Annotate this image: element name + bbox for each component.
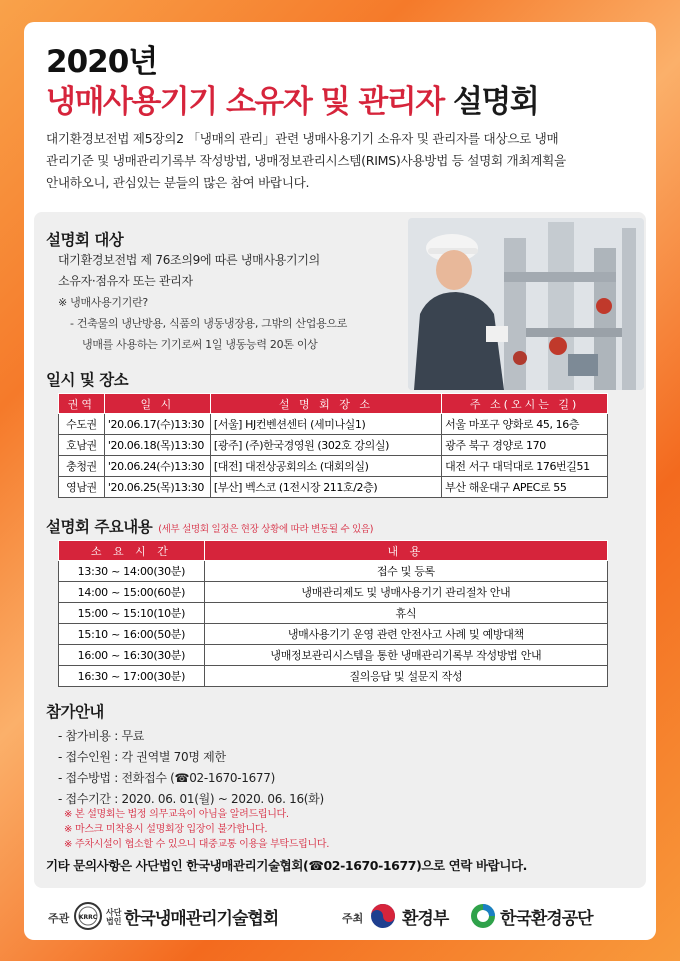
intro-line: 관리기준 및 냉매관리기록부 작성방법, 냉매정보관리시스템(RIMS)사용방법 등 설명회 개최계획을 xyxy=(46,153,566,168)
main-title-red: 냉매사용기기 소유자 및 관리자 xyxy=(46,84,444,120)
date-cell: '20.06.17(수)13:30 xyxy=(104,414,210,435)
warning-line: ※ 본 설명회는 법정 의무교육이 아님을 알려드립니다. xyxy=(64,809,289,820)
address-cell: 부산 해운대구 APEC로 55 xyxy=(442,477,608,498)
time-cell: 13:30 ~ 14:00(30분) xyxy=(59,561,205,582)
keco-logo xyxy=(470,903,496,933)
address-cell: 대전 서구 대덕대로 176번길51 xyxy=(442,456,608,477)
worker-photo xyxy=(408,218,644,390)
participation-item: - 참가비용 : 무료 xyxy=(58,729,145,743)
table-row xyxy=(59,645,608,666)
time-cell: 14:00 ~ 15:00(60분) xyxy=(59,582,205,603)
program-header-cell: 내 용 xyxy=(204,541,607,561)
table-row xyxy=(59,456,608,477)
region-cell: 영남권 xyxy=(59,477,105,498)
time-cell: 16:00 ~ 16:30(30분) xyxy=(59,645,205,666)
content-cell: 휴식 xyxy=(204,603,607,624)
host-org: 한국냉매관리기술협회 xyxy=(124,909,279,929)
sponsor-label: 주최 xyxy=(342,912,364,925)
schedule-header-cell: 설 명 회 장 소 xyxy=(210,394,441,414)
sponsor-moe: 환경부 xyxy=(402,909,449,929)
program-title-text: 설명회 주요내용 xyxy=(46,518,153,536)
krrc-badge-text: KRRC xyxy=(78,914,98,921)
time-cell: 15:00 ~ 15:10(10분) xyxy=(59,603,205,624)
address-cell: 광주 북구 경양로 170 xyxy=(442,435,608,456)
host-label: 주관 xyxy=(48,912,70,925)
krrc-emblem-icon xyxy=(74,902,102,930)
table-row xyxy=(59,624,608,645)
schedule-header-cell: 일 시 xyxy=(104,394,210,414)
participation-list xyxy=(58,726,324,810)
program-section-title xyxy=(46,515,373,537)
schedule-header-cell: 주 소(오시는 길) xyxy=(442,394,608,414)
footer xyxy=(24,896,656,940)
contact-line: 기타 문의사항은 사단법인 한국냉매관리기술협회(☎02-1670-1677)으로 연락 바랍니다. xyxy=(46,858,528,873)
table-row xyxy=(59,582,608,603)
time-cell: 16:30 ~ 17:00(30분) xyxy=(59,666,205,687)
intro-line: 대기환경보전법 제5장의2 「냉매의 관리」관련 냉매사용기기 소유자 및 관리자를 대상으로 냉매 xyxy=(46,131,559,146)
schedule-section-title: 일시 및 장소 xyxy=(46,371,129,389)
venue-cell: [대전] 대전상공회의소 (대회의실) xyxy=(210,456,441,477)
time-cell: 15:10 ~ 16:00(50분) xyxy=(59,624,205,645)
participation-section-title: 참가안내 xyxy=(46,703,104,721)
target-line: 대기환경보전법 제 76조의9에 따른 냉매사용기기의 xyxy=(58,253,320,267)
program-header-cell: 소 요 시 간 xyxy=(59,541,205,561)
content-cell: 냉매정보관리시스템을 통한 냉매관리기록부 작성방법 안내 xyxy=(204,645,607,666)
host-small-line: 법인 xyxy=(106,917,122,926)
target-sub: - 건축물의 냉난방용, 식품의 냉동냉장용, 그밖의 산업용으로 xyxy=(70,317,348,330)
venue-cell: [광주] (주)한국경영원 (302호 강의실) xyxy=(210,435,441,456)
intro-line: 안내하오니, 관심있는 분들의 많은 참여 바랍니다. xyxy=(46,175,310,190)
warning-line: ※ 마스크 미착용시 설명회장 입장이 불가합니다. xyxy=(64,824,268,835)
address-cell: 서울 마포구 양화로 45, 16층 xyxy=(442,414,608,435)
taegeuk-icon xyxy=(370,903,396,929)
keco-emblem-icon xyxy=(470,903,496,929)
table-row xyxy=(59,561,608,582)
warning-notes xyxy=(64,807,329,852)
table-row xyxy=(59,435,608,456)
table-row xyxy=(59,414,608,435)
table-row xyxy=(59,666,608,687)
venue-cell: [부산] 벡스코 (1전시장 211호/2층) xyxy=(210,477,441,498)
year-title: 2020년 xyxy=(46,44,158,80)
host-small-line: 사단 xyxy=(106,908,122,917)
program-table xyxy=(58,540,608,687)
schedule-table xyxy=(58,393,608,498)
moe-logo xyxy=(370,903,396,933)
venue-cell: [서울] HJ컨벤션센터 (세미나실1) xyxy=(210,414,441,435)
intro-text xyxy=(46,128,636,194)
host-small xyxy=(106,908,121,926)
region-cell: 호남권 xyxy=(59,435,105,456)
program-note: (세부 설명회 일정은 현장 상황에 따라 변동될 수 있음) xyxy=(158,524,374,535)
content-cell: 질의응답 및 설문지 작성 xyxy=(204,666,607,687)
schedule-header-row xyxy=(59,394,608,414)
content-cell: 냉매관리제도 및 냉매사용기기 관리절차 안내 xyxy=(204,582,607,603)
program-header-row xyxy=(59,541,608,561)
date-cell: '20.06.24(수)13:30 xyxy=(104,456,210,477)
content-cell: 냉매사용기기 운영 관련 안전사고 사례 및 예방대책 xyxy=(204,624,607,645)
target-text xyxy=(58,250,347,355)
target-section-title: 설명회 대상 xyxy=(46,231,124,249)
region-cell: 수도권 xyxy=(59,414,105,435)
warning-line: ※ 주차시설이 협소할 수 있으니 대중교통 이용을 부탁드립니다. xyxy=(64,839,330,850)
main-title-dark: 설명회 xyxy=(452,84,539,120)
target-line: 소유자·점유자 또는 관리자 xyxy=(58,274,193,288)
schedule-header-cell: 권역 xyxy=(59,394,105,414)
sponsor-keco: 한국환경공단 xyxy=(500,909,593,929)
main-title xyxy=(46,76,538,121)
participation-item: - 접수인원 : 각 권역별 70명 제한 xyxy=(58,750,226,764)
table-row xyxy=(59,477,608,498)
target-note: ※ 냉매사용기기란? xyxy=(58,296,148,309)
date-cell: '20.06.25(목)13:30 xyxy=(104,477,210,498)
content-cell: 접수 및 등록 xyxy=(204,561,607,582)
target-sub: 냉매를 사용하는 기기로써 1일 냉동능력 20톤 이상 xyxy=(82,338,318,351)
date-cell: '20.06.18(목)13:30 xyxy=(104,435,210,456)
region-cell: 충청권 xyxy=(59,456,105,477)
participation-item: - 접수기간 : 2020. 06. 01(월) ~ 2020. 06. 16(화) xyxy=(58,792,324,806)
worker-illustration xyxy=(408,218,644,390)
table-row xyxy=(59,603,608,624)
krrc-logo xyxy=(74,902,102,934)
participation-item: - 접수방법 : 전화접수 (☎02-1670-1677) xyxy=(58,771,275,785)
